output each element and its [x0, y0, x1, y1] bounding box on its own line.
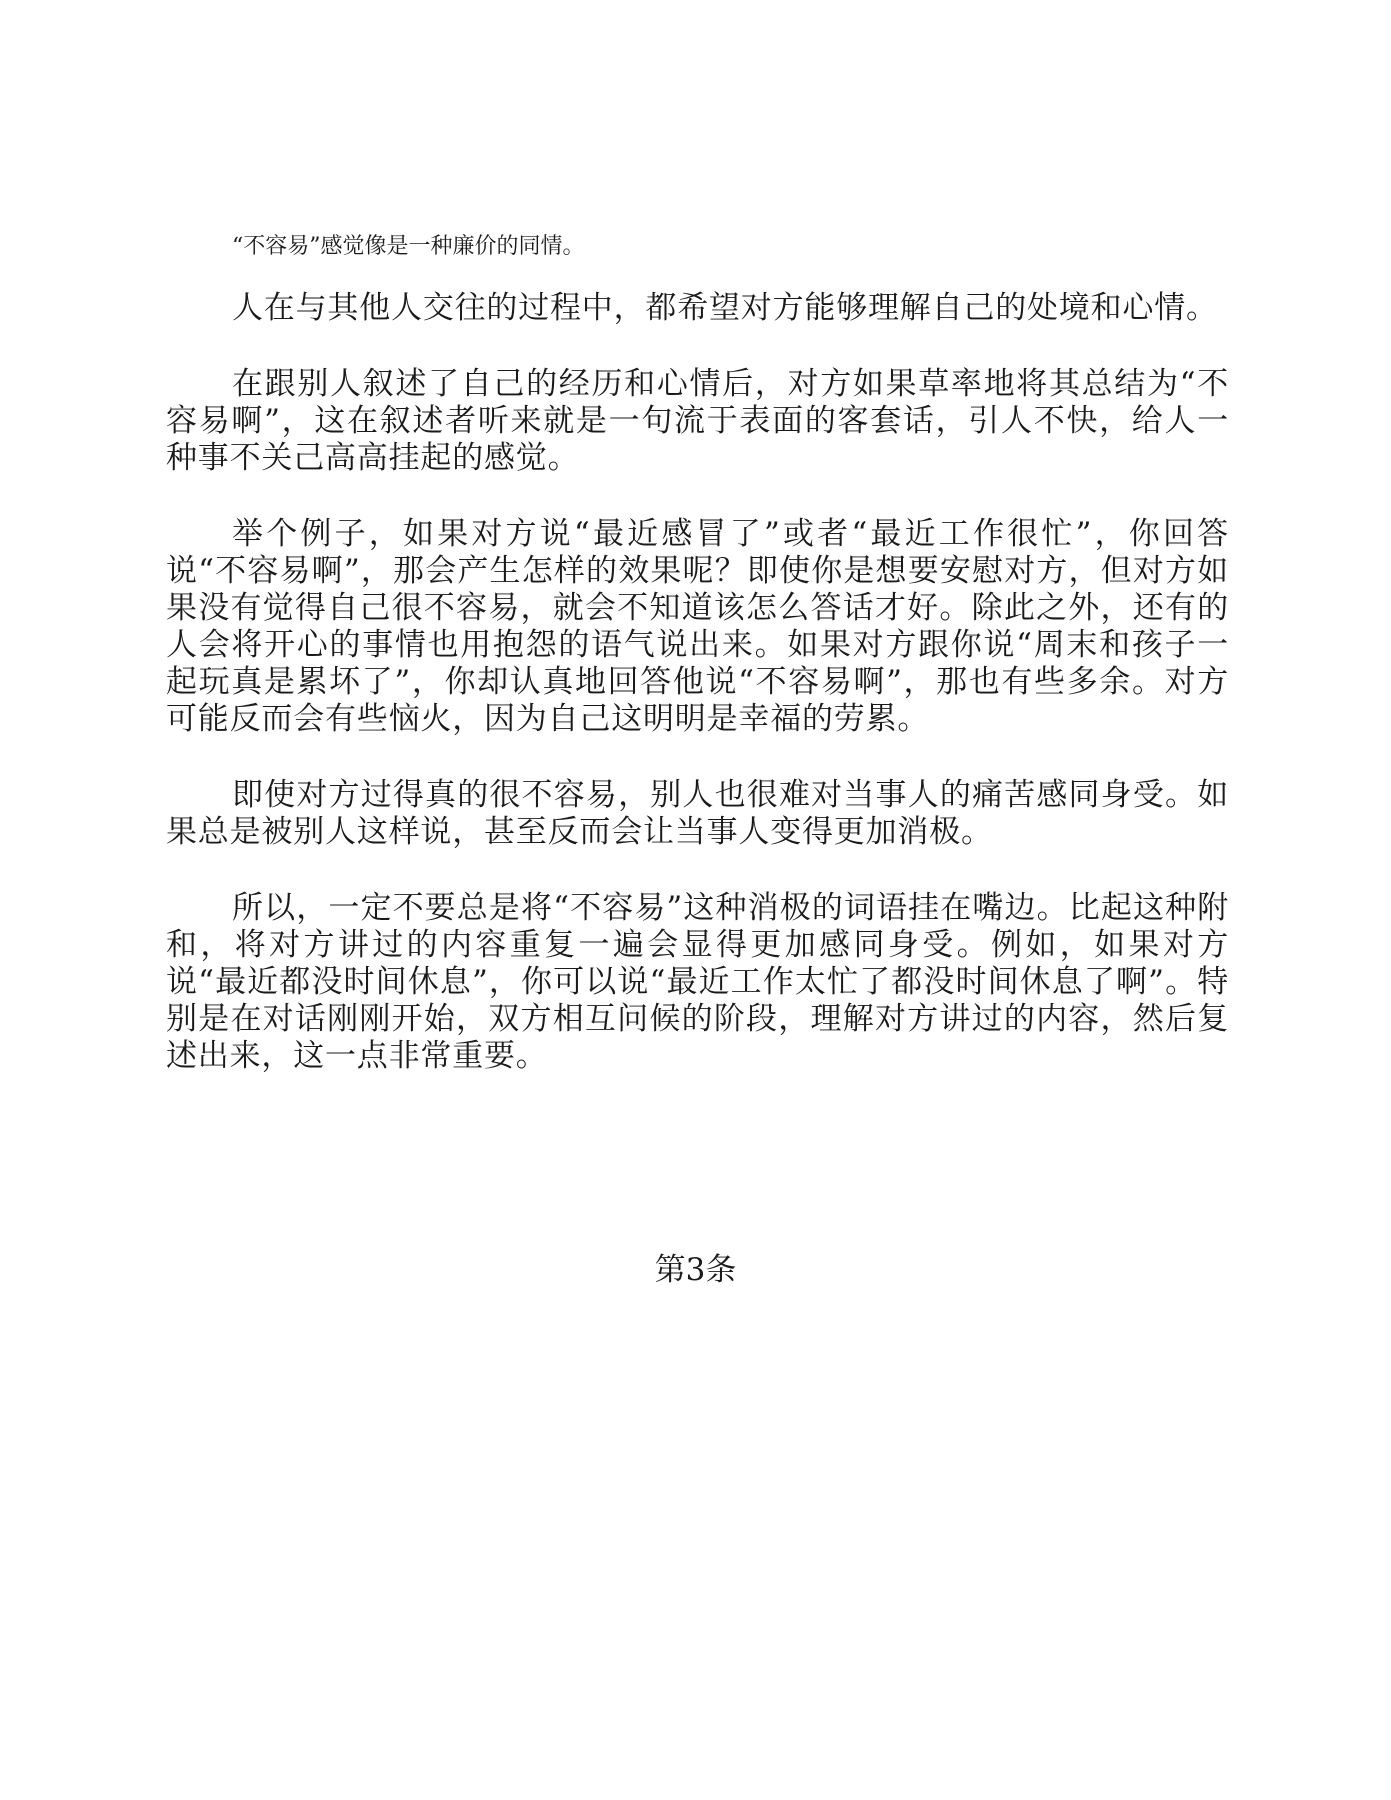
paragraph-3: 举个例子，如果对方说“最近感冒了”或者“最近工作很忙”，你回答说“不容易啊”，那会产生怎样的效果呢？即使你是想要安慰对方，但对方如果没有觉得自己很不容易，就会不知道该怎么答话才好。除此之外，还有的人会将开心的事情也用抱怨的语气说出来。如果对方跟你说“周末和孩子一起玩真是累坏了”，你却认真地回答他说“不容易啊”，那也有些多余。对方可能反而会有些恼火，因为自己这明明是幸福的劳累。 — [166, 516, 1229, 737]
section-label: 第3条 — [654, 1252, 737, 1288]
paragraph-2: 在跟别人叙述了自己的经历和心情后，对方如果草率地将其总结为“不容易啊”，这在叙述者听来就是一句流于表面的客套话，引人不快，给人一种事不关己高高挂起的感觉。 — [166, 366, 1229, 476]
body-text — [166, 290, 1229, 1114]
paragraph-1: 人在与其他人交往的过程中，都希望对方能够理解自己的处境和心情。 — [232, 290, 1218, 326]
subtitle: “不容易”感觉像是一种廉价的同情。 — [232, 234, 585, 259]
paragraph-4: 即使对方过得真的很不容易，别人也很难对当事人的痛苦感同身受。如果总是被别人这样说，甚至反而会让当事人变得更加消极。 — [166, 777, 1229, 850]
paragraph-5: 所以，一定不要总是将“不容易”这种消极的词语挂在嘴边。比起这种附和，将对方讲过的内容重复一遍会显得更加感同身受。例如，如果对方说“最近都没时间休息”，你可以说“最近工作太忙了都没时间休息了啊”。特别是在对话刚刚开始，双方相互问候的阶段，理解对方讲过的内容，然后复述出来，这一点非常重要。 — [166, 890, 1229, 1074]
